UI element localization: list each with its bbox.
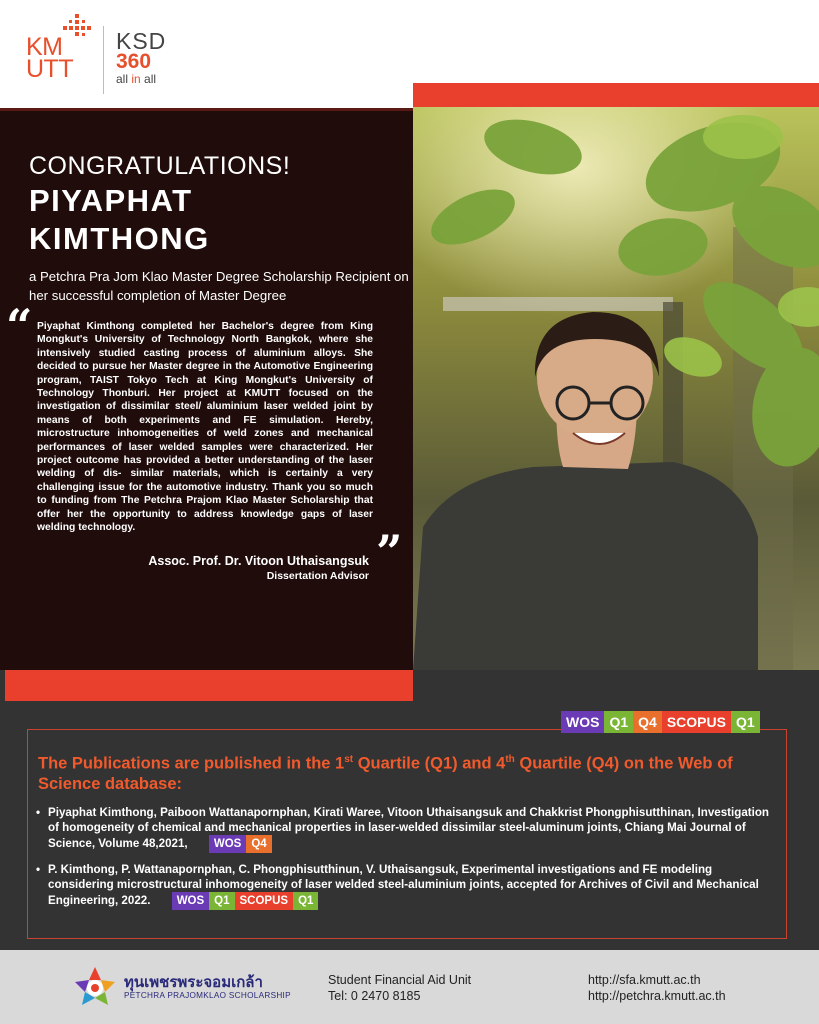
- advisor-role: Dissertation Advisor: [266, 570, 369, 582]
- scopus-q1-badge: Q1: [293, 892, 318, 910]
- name-line2: KIMTHONG: [29, 221, 210, 256]
- advisor-name: Assoc. Prof. Dr. Vitoon Uthaisangsuk: [148, 554, 369, 568]
- publication-badges: [172, 892, 319, 910]
- ksd-line1: KSD: [116, 28, 167, 54]
- q4-badge: Q4: [633, 711, 662, 733]
- recipient-name: [29, 182, 210, 258]
- q1-badge: Q1: [209, 892, 234, 910]
- heading-part1: The Publications are published in the 1: [38, 754, 345, 773]
- publication-text: P. Kimthong, P. Wattanapornphan, C. Phongphisutthinun, V. Uthaisangsuk, Experimental investigations and FE modeling considering microstructural inhomogeneity of laser welded steel-aluminium joints, accepted for Archives of Civil and Mechanical Engineering, 2022.: [48, 863, 759, 908]
- recipient-photo: [413, 107, 819, 670]
- publication-item: [36, 862, 781, 910]
- unit-tel[interactable]: Tel: 0 2470 8185: [328, 989, 421, 1003]
- scholarship-thai-name: ทุนเพชรพระจอมเกล้า: [124, 973, 263, 991]
- ksd-line2: 360: [116, 50, 152, 73]
- kmutt-line2: UTT: [26, 55, 74, 83]
- footer-links: [588, 972, 726, 1004]
- heading-part2: Quartile (Q1) and 4: [353, 754, 506, 773]
- publication-badges: [209, 835, 272, 853]
- publication-text-area: [48, 805, 781, 853]
- ksd360-logo[interactable]: [116, 30, 166, 86]
- q1-badge: Q1: [604, 711, 633, 733]
- name-line1: PIYAPHAT: [29, 183, 193, 218]
- kmutt-wordmark: [26, 33, 74, 83]
- publication-item: [36, 805, 781, 853]
- panel-top-line: [0, 108, 413, 111]
- strip-edge: [0, 670, 5, 701]
- advisor-quote: Piyaphat Kimthong completed her Bachelor's degree from King Mongkut's University of Technology North Bangkok, where she intensively studied casting process of aluminium alloys. She decided to pursue her Master degree in the Automotive Engineering program, TAIST Tokyo Tech at King Mongkut's University of Technology Thonburi. Her project at KMUTT focused on the investigation of dissimilar steel/ aluminium laser welded joint by means of both experiments and FE simulation. Hereby, microstructure inhomogeneities of weld zones and mechanical performances of laser welded samples were characterized. Her project outcome has provided a better understanding of the laser welding of dis- similar materials, which is certainly a very challenging issue for the automotive industry. Thank you so much to funding from The Petchra Prajom Klao Master Scholarship that offer her the opportunity to address knowledge gaps of laser welding technology.: [37, 321, 373, 534]
- heading-sup1: st: [344, 754, 354, 765]
- close-quote-icon: ”: [376, 525, 403, 579]
- scopus-badge: SCOPUS: [235, 892, 294, 910]
- ksd-tag-3: all: [144, 72, 157, 86]
- heading-part3: Quartile (Q4) on the Web of Science database:: [38, 754, 733, 793]
- heading-sup2: th: [505, 754, 515, 765]
- index-badges: [561, 711, 760, 733]
- ksd-tag-1: all: [116, 72, 129, 86]
- red-accent-strip-bottom: [5, 670, 413, 701]
- logo-divider: [103, 26, 104, 94]
- wos-badge: WOS: [561, 711, 604, 733]
- petchra-link[interactable]: http://petchra.kmutt.ac.th: [588, 989, 726, 1003]
- publications-heading: [38, 750, 758, 794]
- ksd-tag-2: in: [131, 72, 141, 86]
- wos-badge: WOS: [209, 835, 246, 853]
- kmutt-logo[interactable]: [26, 14, 96, 84]
- publication-text: Piyaphat Kimthong, Paiboon Wattanapornphan, Kirati Waree, Vitoon Uthaisangsuk and Chakkrist Phongphisutthinan, Investigation of homogeneity of chemical and mechanical properties in laser-welded dissimilar steel-aluminum joints, Chiang Mai Journal of Science, Volume 48,2021,: [48, 806, 770, 851]
- unit-name: Student Financial Aid Unit: [328, 973, 472, 987]
- scholarship-english-name: PETCHRA PRAJOMKLAO SCHOLARSHIP: [124, 991, 291, 1000]
- q4-badge: Q4: [246, 835, 271, 853]
- scopus-badge: SCOPUS: [662, 711, 731, 733]
- bullet-icon: •: [36, 806, 41, 819]
- open-quote-icon: “: [6, 299, 33, 353]
- wos-badge: WOS: [172, 892, 209, 910]
- publication-text-area: [48, 862, 781, 910]
- petchra-star-icon[interactable]: [72, 965, 118, 1011]
- sfa-link[interactable]: http://sfa.kmutt.ac.th: [588, 973, 701, 987]
- contact-info: [328, 972, 471, 1004]
- red-accent-strip-top: [413, 83, 819, 107]
- recipient-subtitle: a Petchra Pra Jom Klao Master Degree Scholarship Recipient on her successful completion of Master Degree: [29, 269, 409, 303]
- ksd-tagline: [116, 72, 166, 86]
- congratulations-heading: CONGRATULATIONS!: [29, 152, 291, 180]
- kmutt-line1: KM: [26, 33, 63, 61]
- scopus-q1-badge: Q1: [731, 711, 760, 733]
- photo-illustration: [413, 107, 819, 670]
- bullet-icon: •: [36, 863, 41, 876]
